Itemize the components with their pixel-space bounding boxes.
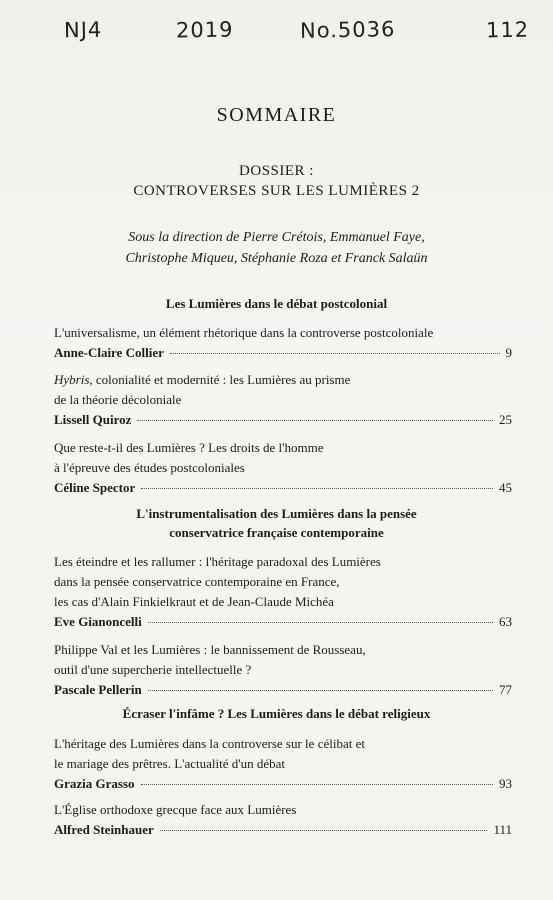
- author-row: [54, 774, 512, 794]
- handwritten-note: 2019: [175, 17, 234, 43]
- article-title-italic: Hybris: [54, 372, 90, 387]
- toc-entry[interactable]: [54, 323, 512, 363]
- toc-entry[interactable]: [54, 370, 512, 430]
- dot-leader: [141, 784, 493, 785]
- editors-line: Sous la direction de Pierre Crétois, Emmanuel Faye,: [128, 230, 425, 245]
- article-title: de la théorie décoloniale: [54, 392, 182, 407]
- article-title: Que reste-t-il des Lumières ? Les droits de l'homme: [54, 440, 324, 455]
- page-number: 63: [499, 614, 512, 629]
- handwritten-note: 112: [485, 17, 530, 43]
- article-title: [54, 370, 512, 390]
- handwritten-note: No.5036: [299, 17, 396, 43]
- author-row: [54, 478, 512, 498]
- dossier-theme: CONTROVERSES SUR LES LUMIÈRES 2: [133, 183, 420, 199]
- article-title: L'héritage des Lumières dans la controverse sur le célibat et: [54, 736, 365, 751]
- article-title: L'universalisme, un élément rhétorique dans la controverse postcoloniale: [54, 325, 434, 340]
- author-row: [54, 680, 512, 700]
- section-heading: [0, 504, 553, 542]
- toc-entry[interactable]: [54, 800, 512, 840]
- article-author: Alfred Steinhauer: [54, 822, 154, 837]
- handwritten-note: NJ4: [63, 17, 103, 43]
- section-heading: [0, 704, 553, 723]
- section-heading-line: conservatrice française contemporaine: [169, 525, 384, 540]
- page-number: 111: [493, 822, 512, 837]
- editors-credit: [0, 227, 553, 269]
- author-row: [54, 612, 512, 632]
- article-author: Pascale Pellerin: [54, 682, 142, 697]
- author-row: [54, 820, 512, 840]
- section-heading: [0, 294, 553, 313]
- article-title: dans la pensée conservatrice contemporaine en France,: [54, 574, 340, 589]
- toc-entry[interactable]: [54, 640, 512, 700]
- article-title: Les éteindre et les rallumer : l'héritage paradoxal des Lumières: [54, 554, 381, 569]
- article-title: outil d'une supercherie intellectuelle ?: [54, 662, 252, 677]
- toc-entry[interactable]: [54, 552, 512, 632]
- article-author: Eve Gianoncelli: [54, 614, 142, 629]
- section-heading-line: Les Lumières dans le débat postcolonial: [165, 296, 388, 311]
- section-heading-line: L'instrumentalisation des Lumières dans la pensée: [136, 506, 417, 521]
- article-title: à l'épreuve des études postcoloniales: [54, 460, 245, 475]
- toc-entry[interactable]: [54, 734, 512, 794]
- dot-leader: [148, 690, 493, 691]
- dot-leader: [160, 830, 488, 831]
- section-heading-line: Écraser l'infâme ? Les Lumières dans le débat religieux: [122, 706, 431, 721]
- article-title: L'Église orthodoxe grecque face aux Lumières: [54, 802, 297, 817]
- editors-line: Christophe Miqueu, Stéphanie Roza et Franck Salaün: [125, 251, 428, 266]
- article-author: Lissell Quiroz: [54, 412, 132, 427]
- page-number: 45: [499, 480, 512, 495]
- dot-leader: [170, 353, 500, 354]
- article-author: Anne-Claire Collier: [54, 345, 164, 360]
- page-title: SOMMAIRE: [216, 104, 337, 126]
- page-number: 77: [499, 682, 512, 697]
- dot-leader: [141, 488, 493, 489]
- dot-leader: [148, 622, 493, 623]
- author-row: [54, 410, 512, 430]
- author-row: [54, 343, 512, 363]
- article-title: le mariage des prêtres. L'actualité d'un débat: [54, 756, 285, 771]
- page-number: 9: [505, 345, 512, 360]
- article-author: Grazia Grasso: [54, 776, 135, 791]
- dossier-label: DOSSIER :: [239, 163, 314, 179]
- article-title-text: , colonialité et modernité : les Lumières au prisme: [89, 372, 351, 387]
- dossier-heading: [0, 161, 553, 201]
- page-number: 93: [499, 776, 512, 791]
- article-title: les cas d'Alain Finkielkraut et de Jean-Claude Michéa: [54, 594, 334, 609]
- dot-leader: [137, 420, 493, 421]
- article-title: Philippe Val et les Lumières : le bannissement de Rousseau,: [54, 642, 366, 657]
- toc-entry[interactable]: [54, 438, 512, 498]
- article-author: Céline Spector: [54, 480, 136, 495]
- page-number: 25: [499, 412, 512, 427]
